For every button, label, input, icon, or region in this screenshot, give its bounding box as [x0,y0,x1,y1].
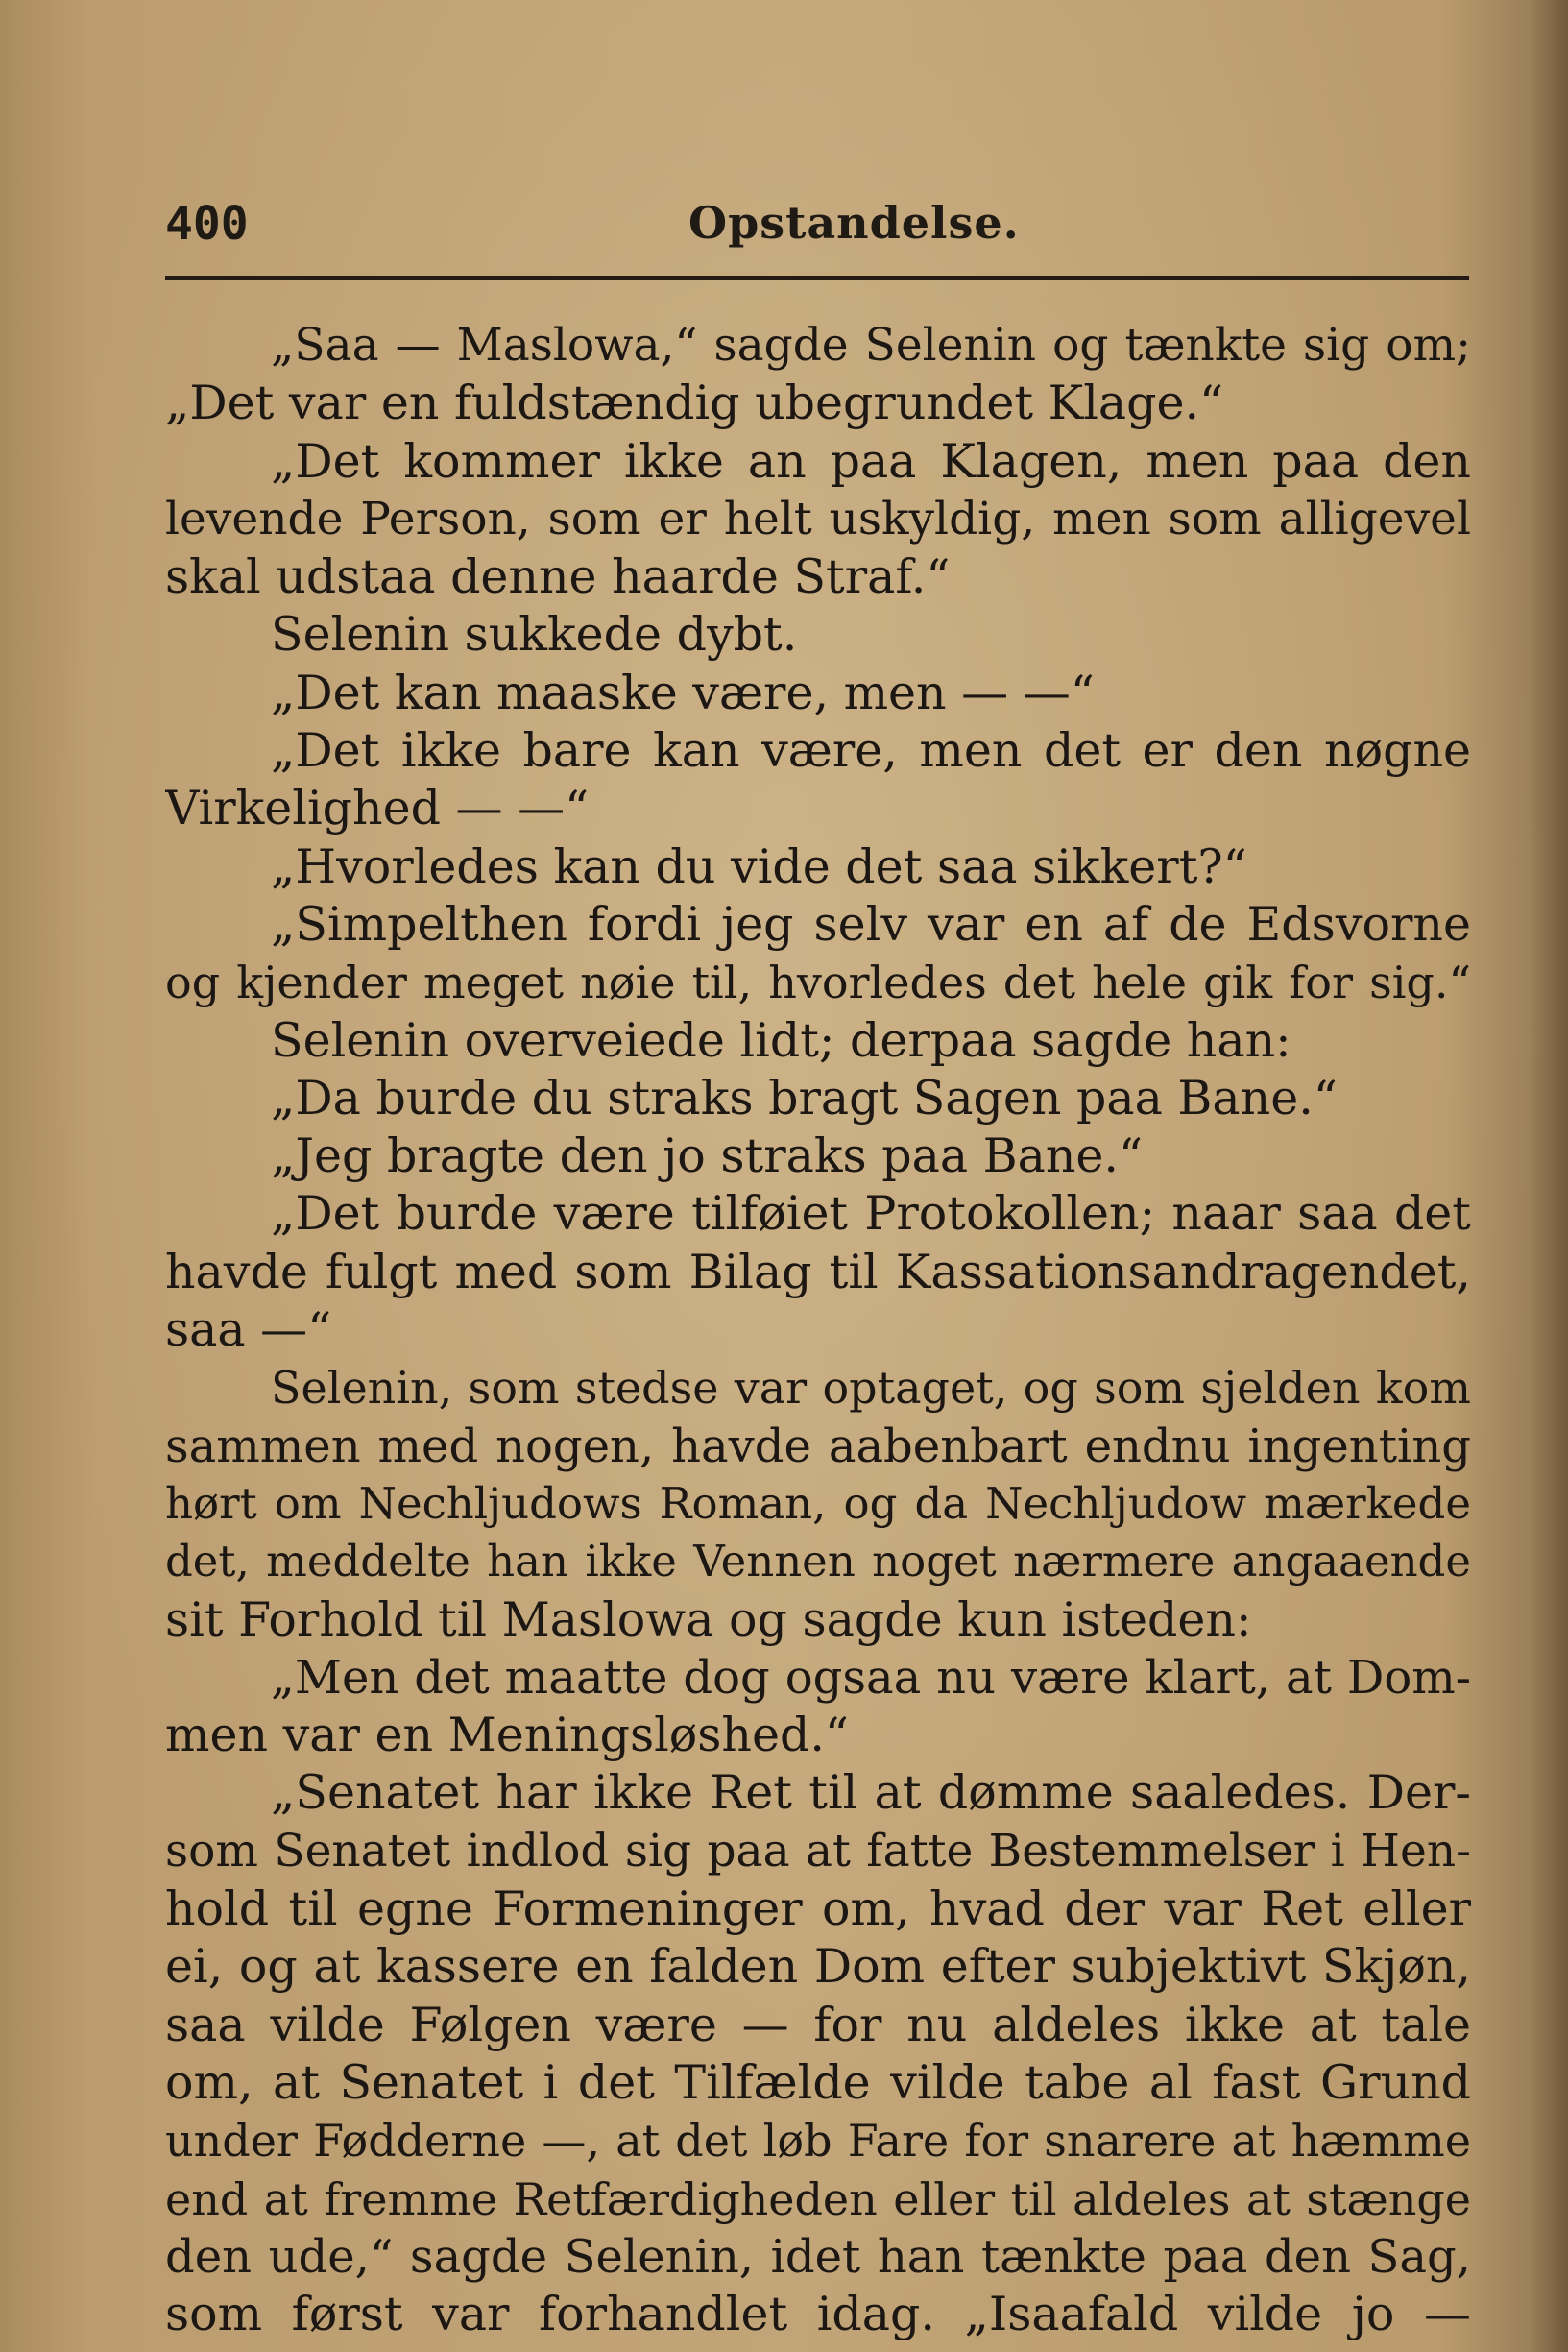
text-line: end at fremme Retfærdigheden eller til aldeles at stænge [165,2172,1471,2225]
text-line: levende Person, som er helt uskyldig, men som alligevel [165,492,1471,546]
text-line: skal udstaa denne haarde Straf.“ [165,549,951,605]
text-line: saa vilde Følgen være — for nu aldeles ikke at tale [165,1997,1471,2052]
text-line: Virkelighed — —“ [165,781,590,837]
text-line: som først var forhandlet idag. „Isaafald vilde jo — [165,2287,1471,2342]
text-line: sit Forhold til Maslowa og sagde kun isteden: [165,1591,1252,1647]
text-line: „Det ikke bare kan være, men det er den nøgne [271,723,1471,779]
body-text [165,317,1471,2343]
text-line: det, meddelte han ikke Vennen noget nærmere angaaende [165,1536,1471,1588]
text-line: hold til egne Formeninger om, hvad der var Ret eller [165,1881,1471,1937]
running-title: Opstandelse. [688,197,1020,249]
text-line: som Senatet indlod sig paa at fatte Bestemmelser i Hen- [165,1824,1471,1878]
header-rule [165,276,1469,280]
text-line: hørt om Nechljudows Roman, og da Nechljudow mærkede [165,1477,1471,1529]
page-number: 400 [165,197,249,251]
text-line: den ude,“ sagde Selenin, idet han tænkte paa den Sag, [165,2229,1471,2284]
text-line: „Simpelthen fordi jeg selv var en af de Edsvorne [271,896,1471,952]
text-line: „Senatet har ikke Ret til at dømme saaledes. Der- [271,1765,1471,1821]
text-line: „Hvorledes kan du vide det saa sikkert?“ [271,838,1247,894]
text-line: Selenin overveiede lidt; derpaa sagde han: [271,1012,1291,1068]
text-line: ei, og at kassere en falden Dom efter subjektivt Skjøn, [165,1939,1471,1995]
text-line: „Da burde du straks bragt Sagen paa Bane.“ [271,1070,1338,1126]
text-line: Selenin sukkede dybt. [271,607,798,663]
spine-shadow [1530,0,1568,2352]
text-line: „Det kommer ikke an paa Klagen, men paa den [271,433,1471,489]
text-line: saa —“ [165,1302,332,1358]
text-line: men var en Meningsløshed.“ [165,1708,849,1763]
text-line: „Jeg bragte den jo straks paa Bane.“ [271,1128,1144,1184]
text-line: om, at Senatet i det Tilfælde vilde tabe al fast Grund [165,2054,1471,2110]
text-line: og kjender meget nøie til, hvorledes det hele gik for sig.“ [165,957,1471,1009]
text-line: sammen med nogen, havde aabenbart endnu ingenting [165,1418,1471,1473]
text-line: „Det var en fuldstændig ubegrundet Klage.“ [165,376,1224,431]
text-line: „Det burde være tilføiet Protokollen; naar saa det [271,1186,1471,1242]
text-line: „Men det maatte dog ogsaa nu være klart, at Dom- [271,1650,1471,1705]
text-line: under Fødderne —, at det løb Fare for snarere at hæmme [165,2115,1471,2168]
page-header [165,197,1471,274]
text-line: „Det kan maaske være, men — —“ [271,665,1095,720]
text-line: „Saa — Maslowa,“ sagde Selenin og tænkte sig om; [271,319,1471,372]
text-line: Selenin, som stedse var optaget, og som sjelden kom [271,1362,1471,1415]
text-line: havde fulgt med som Bilag til Kassationsandragendet, [165,1244,1471,1299]
